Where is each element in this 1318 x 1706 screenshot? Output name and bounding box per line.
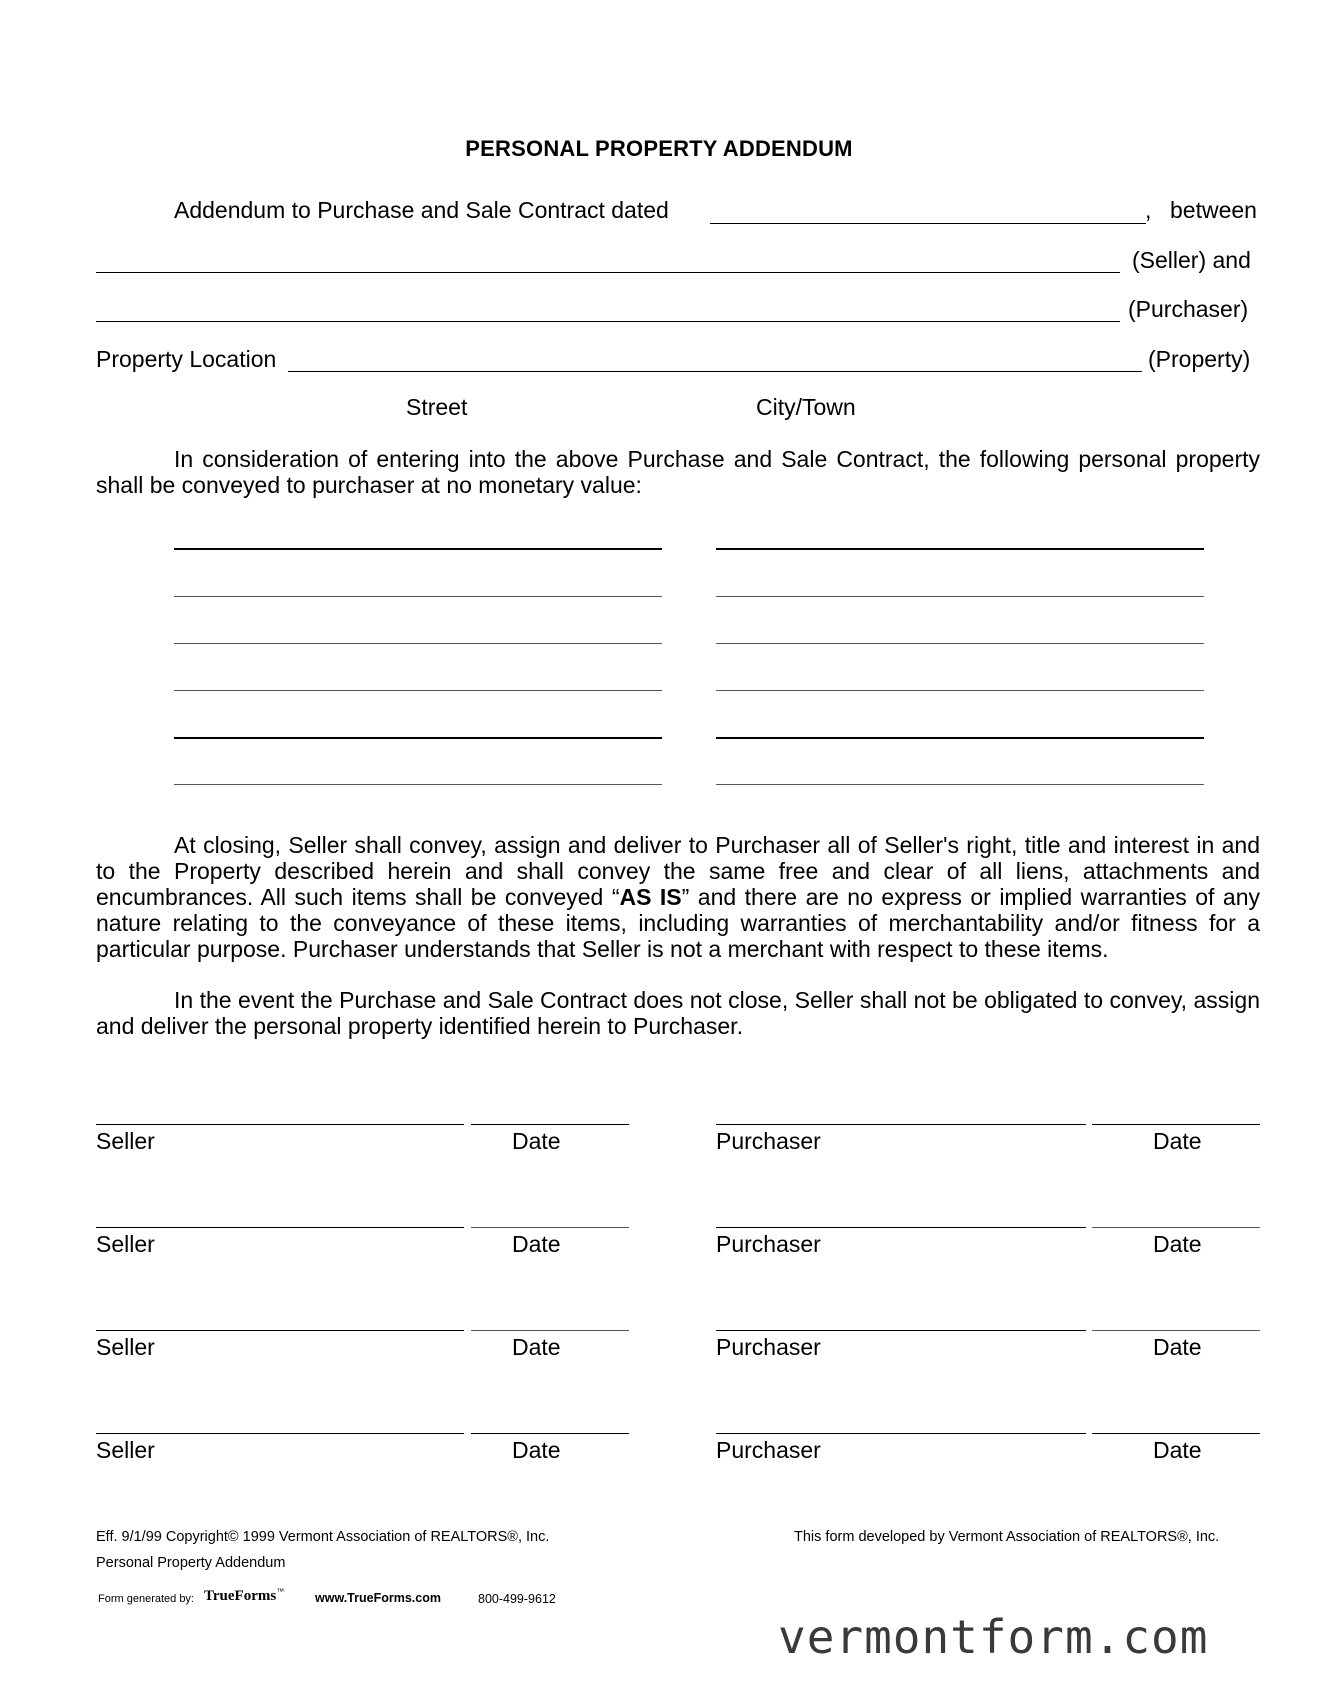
- purchaser-signature-line[interactable]: [716, 1330, 1086, 1331]
- contract-date-field[interactable]: [710, 223, 1146, 224]
- property-label: (Property): [1148, 346, 1251, 372]
- closing-paragraph: [96, 832, 1260, 962]
- event-paragraph: In the event the Purchase and Sale Contract does not close, Seller shall not be obligated to convey, assign and deliver the personal property identified herein to Purchaser.: [96, 987, 1260, 1039]
- item-line[interactable]: [716, 548, 1204, 550]
- seller-label: (Seller) and: [1132, 247, 1251, 273]
- seller-signature-line[interactable]: [96, 1124, 464, 1125]
- trueforms-logo: [204, 1587, 284, 1605]
- seller-date-line[interactable]: [471, 1433, 629, 1434]
- purchaser-date-line[interactable]: [1092, 1124, 1260, 1125]
- date-label: Date: [1153, 1334, 1202, 1360]
- footer-copyright: Eff. 9/1/99 Copyright© 1999 Vermont Association of REALTORS®, Inc.: [96, 1529, 550, 1545]
- street-label: Street: [406, 394, 468, 420]
- seller-sig-label: Seller: [96, 1231, 155, 1257]
- purchaser-signature-line[interactable]: [716, 1227, 1086, 1228]
- page-title: PERSONAL PROPERTY ADDENDUM: [465, 136, 853, 161]
- footer-developed-by: This form developed by Vermont Association of REALTORS®, Inc.: [794, 1529, 1220, 1545]
- item-line[interactable]: [174, 548, 662, 550]
- closing-text-1: At closing, Seller shall convey, assign and deliver to Purchaser all of Seller's right, title and interest in and to the Property described herein and shall convey the same free and clear of all liens, attachments and encumbrances. All such items shall be conveyed “: [96, 832, 1260, 910]
- item-line[interactable]: [716, 784, 1204, 785]
- generated-by-label: Form generated by:: [98, 1593, 194, 1605]
- footer-form-name: Personal Property Addendum: [96, 1555, 286, 1571]
- item-line[interactable]: [174, 690, 662, 691]
- seller-sig-label: Seller: [96, 1437, 155, 1463]
- consideration-paragraph: In consideration of entering into the above Purchase and Sale Contract, the following personal property shall be conveyed to purchaser at no monetary value:: [96, 446, 1260, 498]
- date-label: Date: [512, 1231, 561, 1257]
- purchaser-signature-line[interactable]: [716, 1433, 1086, 1434]
- purchaser-date-line[interactable]: [1092, 1227, 1260, 1228]
- property-location-field[interactable]: [288, 371, 1142, 372]
- closing-text-2: ” and there are no express or implied warranties of any nature relating to the conveyance of these items, including warranties of merchantability and/or fitness for a particular purpose. Purchaser understands that Seller is not a merchant with respect to these items.: [96, 884, 1261, 962]
- purchaser-sig-label: Purchaser: [716, 1437, 821, 1463]
- item-line[interactable]: [716, 643, 1204, 644]
- item-line[interactable]: [716, 737, 1204, 739]
- trueforms-phone: 800-499-9612: [478, 1592, 556, 1606]
- item-line[interactable]: [174, 737, 662, 739]
- purchaser-sig-label: Purchaser: [716, 1334, 821, 1360]
- seller-signature-line[interactable]: [96, 1330, 464, 1331]
- purchaser-sig-label: Purchaser: [716, 1231, 821, 1257]
- item-line[interactable]: [716, 690, 1204, 691]
- date-label: Date: [512, 1334, 561, 1360]
- seller-name-field[interactable]: [96, 272, 1120, 273]
- as-is-emphasis: AS IS: [619, 884, 682, 910]
- purchaser-sig-label: Purchaser: [716, 1128, 821, 1154]
- seller-date-line[interactable]: [471, 1124, 629, 1125]
- item-line[interactable]: [174, 784, 662, 785]
- seller-date-line[interactable]: [471, 1227, 629, 1228]
- seller-signature-line[interactable]: [96, 1433, 464, 1434]
- city-town-label: City/Town: [756, 394, 856, 420]
- item-line[interactable]: [174, 643, 662, 644]
- purchaser-name-field[interactable]: [96, 321, 1120, 322]
- seller-date-line[interactable]: [471, 1330, 629, 1331]
- site-watermark: vermontform.com: [778, 1610, 1209, 1664]
- seller-sig-label: Seller: [96, 1334, 155, 1360]
- item-line[interactable]: [716, 596, 1204, 597]
- purchaser-date-line[interactable]: [1092, 1433, 1260, 1434]
- date-label: Date: [1153, 1128, 1202, 1154]
- date-label: Date: [1153, 1231, 1202, 1257]
- purchaser-signature-line[interactable]: [716, 1124, 1086, 1125]
- trueforms-website-link[interactable]: www.TrueForms.com: [315, 1591, 441, 1605]
- purchaser-date-line[interactable]: [1092, 1330, 1260, 1331]
- property-location-label: Property Location: [96, 346, 277, 372]
- between-label: between: [1170, 197, 1257, 223]
- seller-signature-line[interactable]: [96, 1227, 464, 1228]
- brand-name: TrueForms: [204, 1588, 277, 1604]
- purchaser-label: (Purchaser): [1128, 296, 1249, 322]
- date-label: Date: [512, 1437, 561, 1463]
- seller-sig-label: Seller: [96, 1128, 155, 1154]
- addendum-prefix: Addendum to Purchase and Sale Contract dated: [174, 197, 669, 223]
- date-label: Date: [512, 1128, 561, 1154]
- date-label: Date: [1153, 1437, 1202, 1463]
- item-line[interactable]: [174, 596, 662, 597]
- comma: ,: [1145, 197, 1152, 223]
- trademark-symbol: ™: [276, 1587, 285, 1596]
